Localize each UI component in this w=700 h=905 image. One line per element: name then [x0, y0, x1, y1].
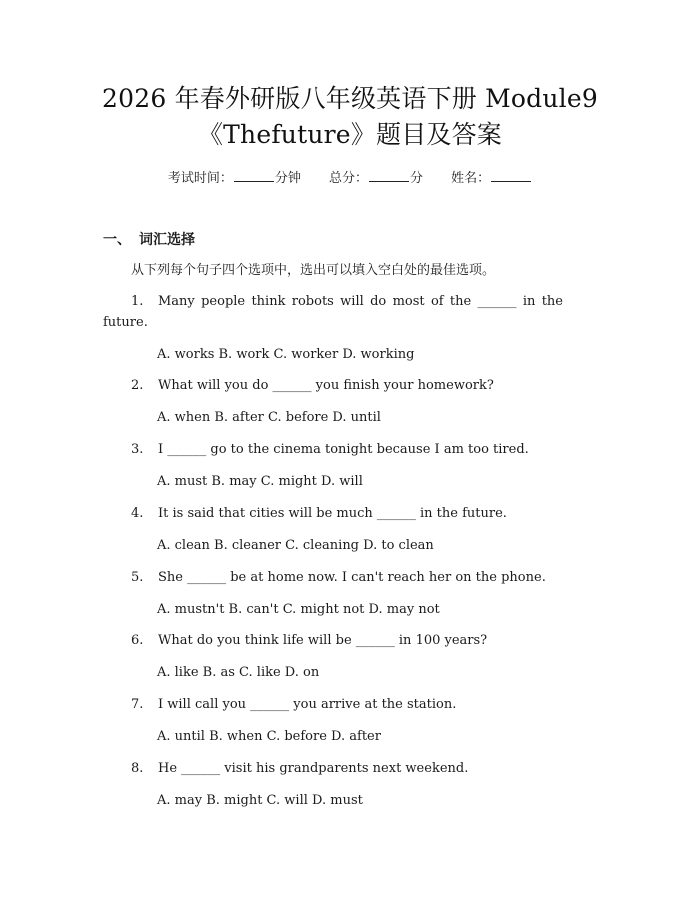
question-1 [103, 291, 563, 333]
section-title: 词汇选择 [139, 232, 195, 248]
question-3-options: A. must B. may C. might D. will [157, 474, 363, 489]
question-number: 4. [131, 506, 144, 521]
question-text: He ______ visit his grandparents next weekend. [158, 761, 469, 776]
section-instruction: 从下列每个句子四个选项中，选出可以填入空白处的最佳选项。 [131, 263, 496, 278]
question-2-options: A. when B. after C. before D. until [157, 410, 381, 425]
exam-name-blank [491, 170, 531, 182]
exam-time-unit: 分钟 [274, 171, 301, 186]
question-4 [131, 503, 507, 524]
question-number: 7. [131, 697, 144, 712]
exam-time-label: 考试时间： [167, 171, 233, 186]
question-number: 8. [131, 761, 144, 776]
question-7-options: A. until B. when C. before D. after [157, 729, 381, 744]
question-6 [131, 630, 487, 651]
question-6-options: A. like B. as C. like D. on [157, 665, 320, 680]
exam-name [451, 170, 532, 187]
question-text: I will call you ______ you arrive at the station. [158, 697, 457, 712]
question-text: She ______ be at home now. I can't reach her on the phone. [158, 570, 546, 585]
question-number: 6. [131, 633, 144, 648]
exam-time [168, 170, 301, 187]
exam-score-label: 总分： [328, 171, 368, 186]
section-heading [103, 232, 195, 249]
question-5 [131, 567, 546, 588]
document-title-line-2: 《Thefuture》题目及答案 [197, 120, 503, 149]
question-7 [131, 694, 456, 715]
question-number: 2. [131, 378, 144, 393]
question-5-options: A. mustn't B. can't C. might not D. may not [157, 602, 440, 617]
question-text: What do you think life will be ______ in 100 years? [158, 633, 488, 648]
question-4-options: A. clean B. cleaner C. cleaning D. to clean [157, 538, 434, 553]
exam-score [329, 170, 423, 187]
question-8 [131, 758, 468, 779]
exam-score-unit: 分 [410, 171, 424, 186]
exam-score-blank [369, 170, 409, 182]
question-text: What will you do ______ you finish your homework? [158, 378, 494, 393]
exam-info [0, 170, 700, 187]
exam-time-blank [234, 170, 274, 182]
question-8-options: A. may B. might C. will D. must [157, 793, 363, 808]
question-3 [131, 439, 529, 460]
question-text: I ______ go to the cinema tonight because I am too tired. [158, 442, 529, 457]
question-2 [131, 375, 494, 396]
question-number: 3. [131, 442, 144, 457]
question-text: Many people think robots will do most of the ______ in the future. [103, 294, 563, 330]
question-1-options: A. works B. work C. worker D. working [157, 347, 415, 362]
question-number: 5. [131, 570, 144, 585]
section-number: 一、 [103, 232, 131, 248]
question-number: 1. [131, 294, 144, 309]
document-title-line-1: 2026 年春外研版八年级英语下册 Module9 [102, 84, 598, 113]
exam-name-label: 姓名： [451, 171, 491, 186]
question-text: It is said that cities will be much ______ in the future. [158, 506, 507, 521]
